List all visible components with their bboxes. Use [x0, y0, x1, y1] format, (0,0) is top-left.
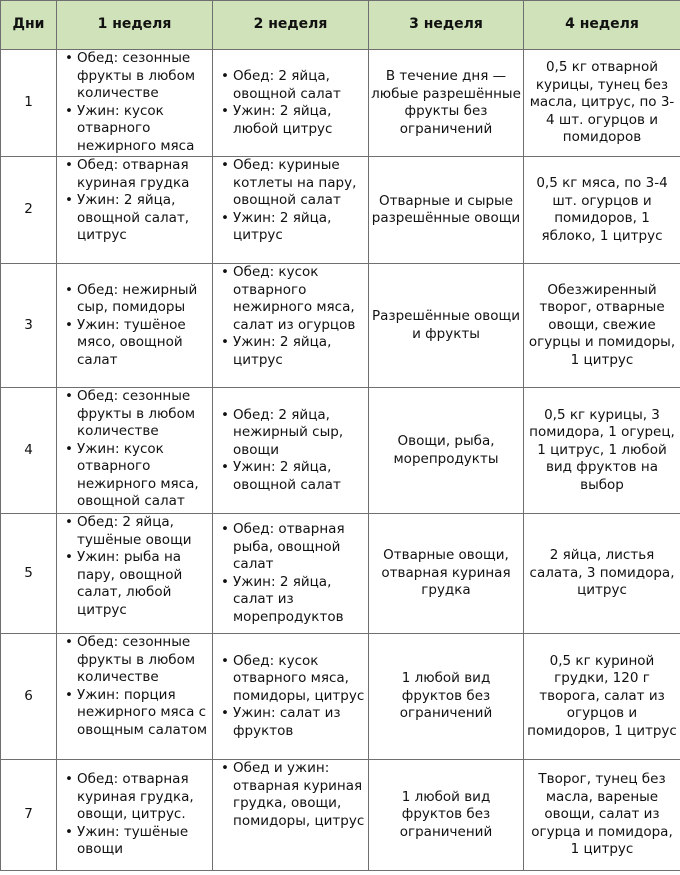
- list-item: • Ужин: тушёные овощи: [63, 824, 210, 859]
- list-item: • Обед: кусок отварного мяса, помидоры, цитрус: [219, 653, 366, 706]
- week-1-cell: [57, 50, 213, 157]
- week-4-cell: [524, 388, 680, 514]
- cell-text: 0,5 кг отварной курицы, тунец без масла, цитрус, по 3-4 шт. огурцов и помидоров: [529, 59, 675, 146]
- header-row: [1, 1, 680, 50]
- table-row: [1, 50, 680, 157]
- list-item: • Ужин: 2 яйца, овощной салат, цитрус: [63, 192, 210, 245]
- list-item: • Обед и ужин: отварная куриная грудка, овощи, помидоры, цитрус: [219, 760, 366, 830]
- week-3-cell: [369, 264, 524, 388]
- week-2-cell: [213, 157, 369, 264]
- list-item: • Обед: 2 яйца, тушёные овощи: [63, 514, 210, 549]
- cell-text: Отварные овощи, отварная куриная грудка: [381, 547, 511, 599]
- table-row: [1, 760, 680, 871]
- list-item: • Обед: сезонные фрукты в любом количестве: [63, 50, 210, 103]
- week-3-cell: [369, 157, 524, 264]
- list-item: • Ужин: 2 яйца, цитрус: [219, 334, 366, 369]
- table-row: [1, 388, 680, 514]
- cell-text: 2 яйца, листья салата, 3 помидора, цитрус: [529, 547, 675, 599]
- cell-text: В течение дня — любые разрешённые фрукты без ограничений: [371, 68, 521, 137]
- table-row: [1, 634, 680, 760]
- week-2-cell: [213, 760, 369, 871]
- cell-text: 0,5 кг курицы, 3 помидора, 1 огурец, 1 цитрус, 1 любой вид фруктов на выбор: [529, 406, 675, 493]
- week-3-cell: [369, 514, 524, 634]
- list-item: • Обед: сезонные фрукты в любом количестве: [63, 388, 210, 441]
- list-item: • Обед: 2 яйца, овощной салат: [219, 68, 366, 103]
- list-item: • Обед: куриные котлеты на пару, овощной салат: [219, 157, 366, 210]
- week-1-cell: [57, 514, 213, 634]
- list-item: • Ужин: кусок отварного нежирного мяса: [63, 103, 210, 156]
- cell-text: 0,5 кг куриной грудки, 120 г творога, салат из огурцов и помидоров, 1 цитрус: [527, 652, 677, 739]
- week-4-cell: [524, 157, 680, 264]
- week-1-cell: [57, 388, 213, 514]
- list-item: • Обед: нежирный сыр, помидоры: [63, 282, 210, 317]
- cell-text: Овощи, рыба, морепродукты: [393, 433, 499, 467]
- day-number: 6: [1, 634, 57, 760]
- table-row: [1, 514, 680, 634]
- week-4-cell: [524, 634, 680, 760]
- day-number: 4: [1, 388, 57, 514]
- header-week-3: 3 неделя: [369, 1, 524, 50]
- list-item: • Ужин: порция нежирного мяса с овощным салатом: [63, 687, 210, 740]
- list-item: • Ужин: 2 яйца, салат из морепродуктов: [219, 574, 366, 627]
- week-1-cell: [57, 634, 213, 760]
- week-2-cell: [213, 388, 369, 514]
- header-days: Дни: [1, 1, 57, 50]
- week-4-cell: [524, 264, 680, 388]
- header-week-2: 2 неделя: [213, 1, 369, 50]
- cell-text: Обезжиренный творог, отварные овощи, свежие огурцы и помидоры, 1 цитрус: [528, 281, 676, 368]
- list-item: • Обед: отварная куриная грудка, овощи, цитрус.: [63, 771, 210, 824]
- week-3-cell: [369, 760, 524, 871]
- week-4-cell: [524, 514, 680, 634]
- cell-text: Творог, тунец без масла, вареные овощи, салат из огурца и помидора, 1 цитрус: [531, 771, 673, 858]
- week-3-cell: [369, 388, 524, 514]
- list-item: • Ужин: тушёное мясо, овощной салат: [63, 317, 210, 370]
- list-item: • Ужин: 2 яйца, цитрус: [219, 210, 366, 245]
- table-row: [1, 264, 680, 388]
- cell-text: Отварные и сырые разрешённые овощи: [371, 192, 521, 226]
- week-2-cell: [213, 50, 369, 157]
- week-1-cell: [57, 760, 213, 871]
- cell-text: 1 любой вид фруктов без ограничений: [399, 670, 493, 722]
- day-number: 1: [1, 50, 57, 157]
- list-item: • Обед: отварная куриная грудка: [63, 157, 210, 192]
- week-2-cell: [213, 514, 369, 634]
- cell-text: 0,5 кг мяса, по 3-4 шт. огурцов и помидоров, 1 яблоко, 1 цитрус: [536, 175, 668, 244]
- header-week-1: 1 неделя: [57, 1, 213, 50]
- table-row: [1, 157, 680, 264]
- day-number: 2: [1, 157, 57, 264]
- list-item: • Обед: кусок отварного нежирного мяса, салат из огурцов: [219, 264, 366, 334]
- week-3-cell: [369, 50, 524, 157]
- week-1-cell: [57, 157, 213, 264]
- list-item: • Обед: сезонные фрукты в любом количестве: [63, 634, 210, 687]
- day-number: 7: [1, 760, 57, 871]
- week-2-cell: [213, 264, 369, 388]
- week-1-cell: [57, 264, 213, 388]
- list-item: • Обед: 2 яйца, нежирный сыр, овощи: [219, 407, 366, 460]
- list-item: • Обед: отварная рыба, овощной салат: [219, 521, 366, 574]
- list-item: • Ужин: 2 яйца, любой цитрус: [219, 103, 366, 138]
- list-item: • Ужин: кусок отварного нежирного мяса, овощной салат: [63, 441, 210, 511]
- cell-text: 1 любой вид фруктов без ограничений: [399, 788, 493, 840]
- list-item: • Ужин: рыба на пару, овощной салат, любой цитрус: [63, 549, 210, 619]
- cell-text: Разрешённые овощи и фрукты: [372, 308, 520, 342]
- week-4-cell: [524, 760, 680, 871]
- week-4-cell: [524, 50, 680, 157]
- week-2-cell: [213, 634, 369, 760]
- list-item: • Ужин: 2 яйца, овощной салат: [219, 459, 366, 494]
- header-week-4: 4 неделя: [524, 1, 680, 50]
- week-3-cell: [369, 634, 524, 760]
- day-number: 3: [1, 264, 57, 388]
- list-item: • Ужин: салат из фруктов: [219, 705, 366, 740]
- day-number: 5: [1, 514, 57, 634]
